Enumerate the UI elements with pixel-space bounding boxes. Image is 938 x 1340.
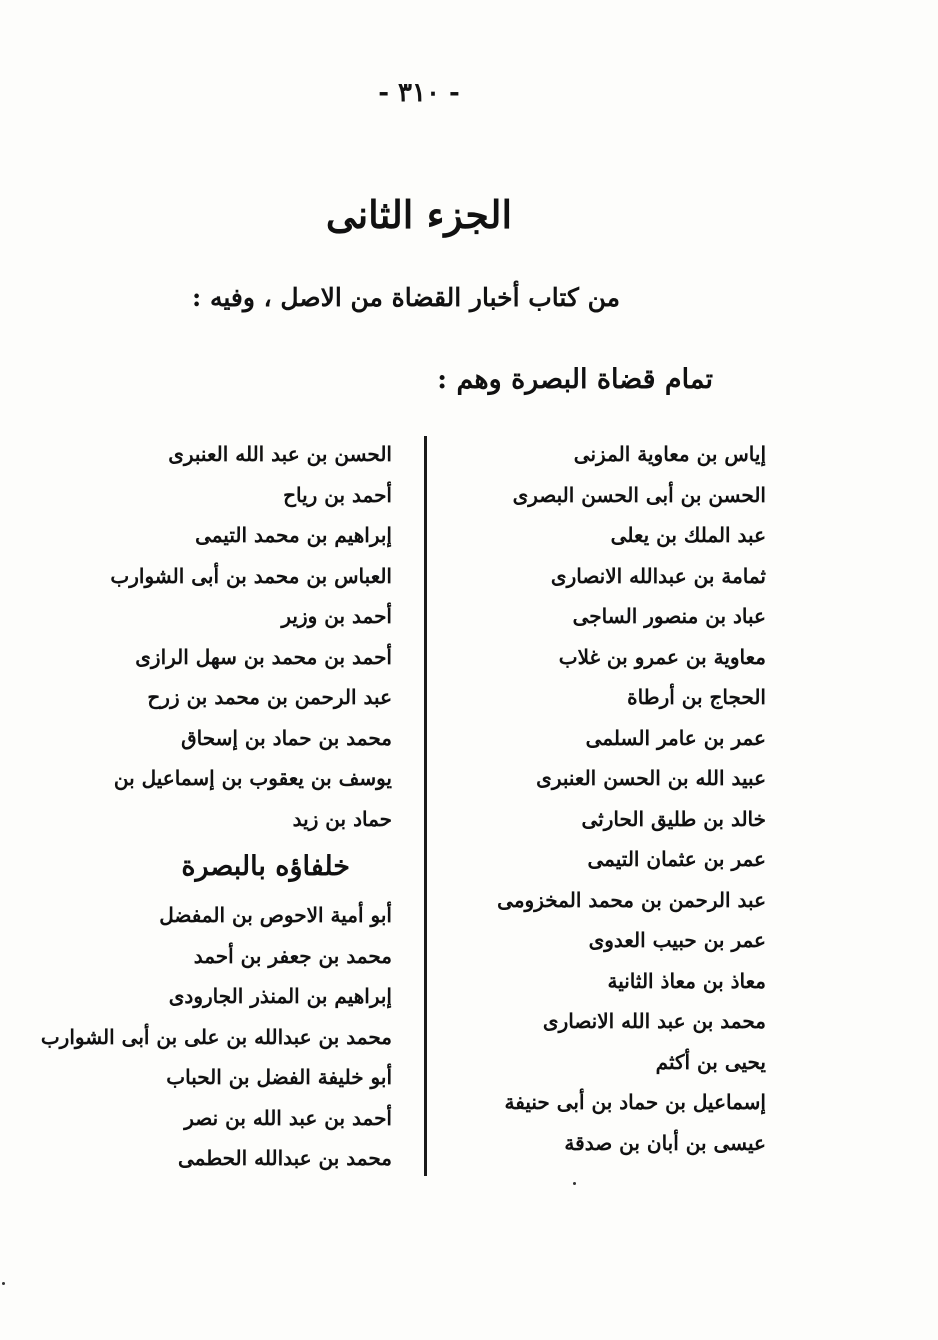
list-item: أحمد بن عبد الله بن نصر: [184, 1105, 392, 1130]
judges-list-left: [40, 434, 392, 1179]
list-item: محمد بن عبد الله الانصارى: [542, 1009, 766, 1033]
print-speck: [573, 1182, 576, 1185]
list-item: إسماعيل بن حماد بن أبى حنيفة: [504, 1090, 766, 1114]
list-item: أحمد بن محمد بن سهل الرازى: [135, 644, 392, 669]
list-item: الحجاج بن أرطاة: [627, 685, 766, 709]
list-item: عبيد الله بن الحسن العنبرى: [536, 766, 766, 790]
list-item: عبد الرحمن بن محمد بن زرح: [147, 685, 392, 709]
list-item: العباس بن محمد بن أبى الشوارب: [110, 563, 392, 588]
list-item: معاذ بن معاذ الثانية: [607, 968, 766, 993]
list-item: إبراهيم بن محمد التيمى: [195, 523, 392, 547]
list-item: ثمامة بن عبدالله الانصارى: [550, 563, 766, 588]
list-item: محمد بن عبدالله بن على بن أبى الشوارب: [40, 1024, 392, 1049]
list-item: الحسن بن أبى الحسن البصرى: [512, 482, 766, 507]
list-item: أحمد بن وزير: [281, 604, 392, 628]
list-item: محمد بن عبدالله الحطمى: [177, 1146, 392, 1170]
list-item: أبو خليفة الفضل بن الحباب: [166, 1065, 392, 1089]
section-heading: تمام قضاة البصرة وهم :: [437, 364, 713, 395]
subtitle: من كتاب أخبار القضاة من الاصل ، وفيه :: [192, 283, 620, 312]
list-item: حماد بن زيد: [292, 806, 392, 831]
list-item: عمر بن عامر السلمى: [585, 725, 766, 750]
list-item: عيسى بن أبان بن صدقة: [564, 1130, 766, 1155]
list-item: عباد بن منصور الساجى: [572, 604, 766, 628]
list-item: محمد بن جعفر بن أحمد: [193, 943, 392, 968]
column-divider: [424, 436, 427, 1176]
list-item: إبراهيم بن المنذر الجارودى: [168, 984, 392, 1008]
list-item: محمد بن حماد بن إسحاق: [181, 725, 392, 750]
list-item: إياس بن معاوية المزنى: [573, 442, 766, 466]
list-item: أحمد بن رياح: [283, 482, 392, 507]
part-title: الجزء الثانى: [325, 192, 513, 237]
page-number: - ٣١٠ -: [378, 78, 460, 108]
list-item: أبو أمية الاحوص بن المفضل: [159, 903, 392, 927]
list-item: الحسن بن عبد الله العنبرى: [168, 442, 392, 466]
list-item: عبد الملك بن يعلى: [610, 523, 766, 547]
list-item: يحيى بن أكثم: [655, 1049, 766, 1074]
list-item: عمر بن حبيب العدوى: [588, 928, 766, 952]
list-item: خالد بن طليق الحارثى: [581, 806, 766, 831]
list-item: يوسف بن يعقوب بن إسماعيل بن: [113, 766, 392, 790]
judges-list-right: [497, 434, 766, 1163]
list-item: عبد الرحمن بن محمد المخزومى: [497, 887, 766, 912]
print-speck: [2, 1282, 5, 1285]
deputies-subheading: خلفاؤه بالبصرة: [181, 851, 350, 882]
list-item: معاوية بن عمرو بن غلاب: [558, 644, 766, 669]
list-item: عمر بن عثمان التيمى: [587, 847, 766, 871]
